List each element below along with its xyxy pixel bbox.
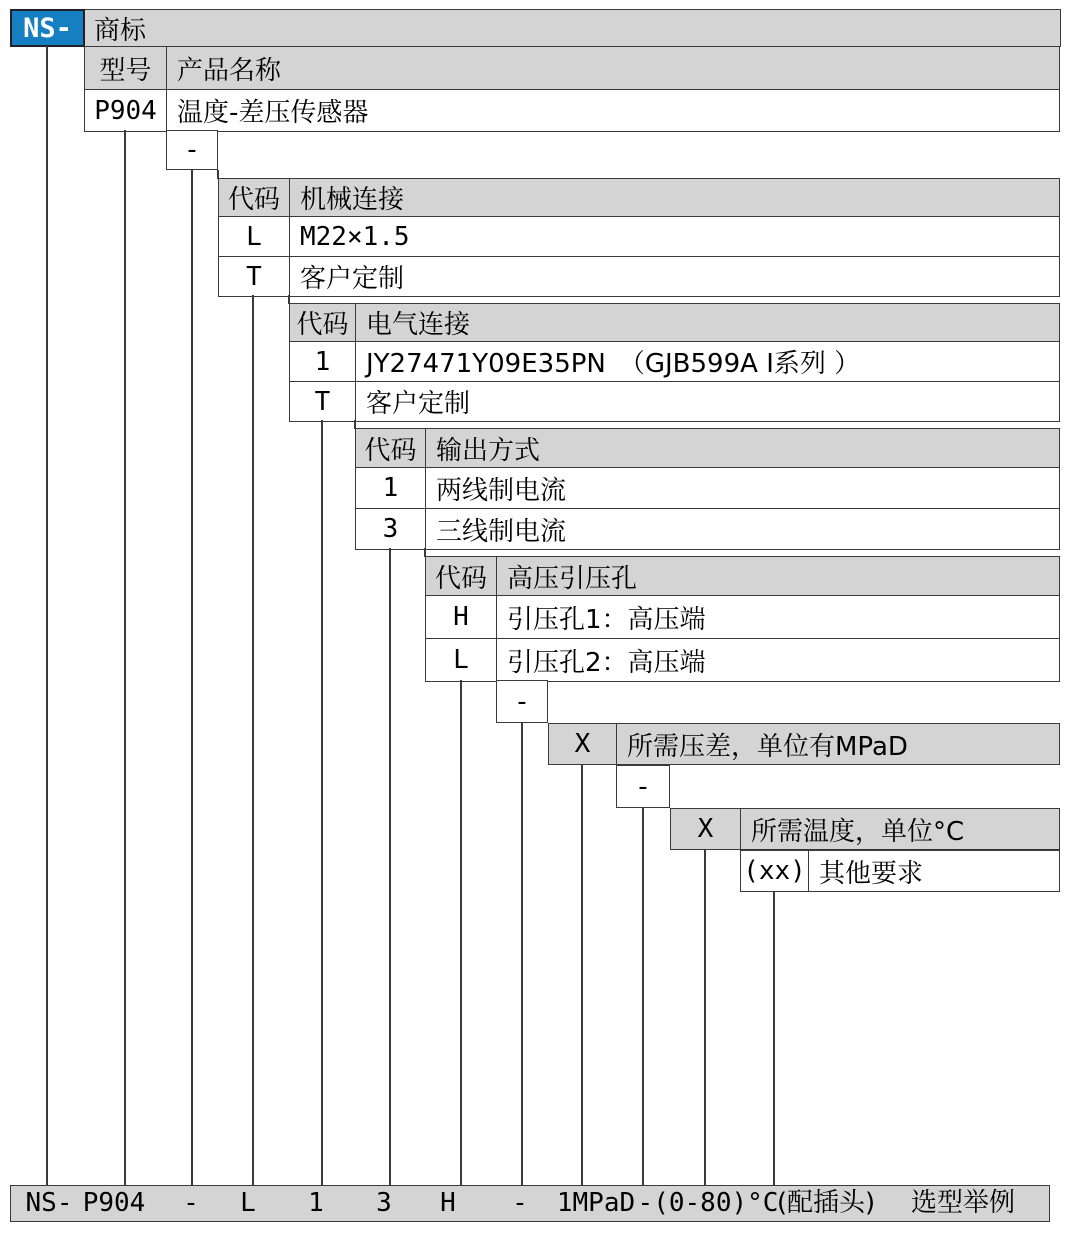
connector-line-mechanical	[252, 295, 254, 1185]
option-desc: 客户定制	[300, 264, 405, 294]
example-item-prefix: NS-	[25, 1188, 73, 1218]
step-segment-3	[354, 420, 356, 429]
product-name-header: 产品名称	[177, 55, 282, 86]
option-code: 1	[290, 342, 356, 381]
spec-desc: 所需压差，单位有MPaD	[627, 731, 908, 762]
separator-dash-3: -	[616, 765, 670, 808]
code-column-header: 代码	[356, 429, 426, 467]
separator-dash-1: -	[166, 130, 218, 170]
example-item-dash1: -	[183, 1188, 199, 1218]
table-mechanical-connection	[218, 178, 1060, 297]
option-desc: 引压孔1：高压端	[507, 604, 706, 635]
option-code: L	[426, 639, 497, 681]
option-desc: JY27471Y09E35PN （GJB599A Ⅰ系列 ）	[366, 349, 861, 379]
spec-row-temperature	[670, 808, 1060, 850]
connector-line-other	[773, 892, 775, 1185]
table-row	[290, 341, 1059, 381]
table-title: 电气连接	[366, 310, 471, 340]
example-item-mechanical: L	[240, 1188, 256, 1218]
table-header	[290, 304, 1059, 341]
table-row	[426, 595, 1059, 638]
step-segment-1	[217, 170, 219, 179]
connector-line-dash3	[642, 808, 644, 1185]
table-title: 机械连接	[300, 185, 405, 215]
example-item-port: H	[440, 1188, 456, 1218]
separator-dash-2: -	[496, 680, 548, 723]
code-column-header: 代码	[426, 557, 497, 595]
option-code: T	[290, 382, 356, 421]
option-desc: M22×1.5	[300, 221, 410, 252]
table-row	[219, 216, 1059, 256]
table-title: 输出方式	[436, 435, 541, 466]
option-code: L	[219, 217, 290, 256]
option-desc: 两线制电流	[436, 475, 567, 506]
product-name-value: 温度-差压传感器	[177, 98, 369, 128]
table-row	[426, 638, 1059, 681]
table-header	[426, 557, 1059, 595]
option-desc: 三线制电流	[436, 516, 567, 547]
model-code-value: P904	[85, 90, 167, 131]
example-caption: 选型举例	[910, 1188, 1016, 1218]
table-row	[219, 256, 1059, 296]
connector-line-dash2	[521, 723, 523, 1185]
spec-row-other-requirements	[740, 850, 1060, 892]
option-code: T	[219, 257, 290, 296]
table-hp-pressure-port	[425, 556, 1060, 682]
option-code: 1	[356, 468, 426, 508]
spec-row-differential-pressure	[548, 723, 1060, 765]
spec-code: X	[549, 724, 617, 764]
connector-line-output	[389, 548, 391, 1185]
table-row	[356, 508, 1059, 549]
model-table-header	[85, 47, 1059, 89]
connector-line-temperature	[704, 850, 706, 1185]
example-item-model: P904	[82, 1188, 146, 1218]
brand-prefix-cell: NS-	[10, 9, 85, 47]
table-title: 高压引压孔	[507, 563, 638, 594]
spec-code: X	[671, 809, 741, 849]
table-row	[356, 467, 1059, 508]
table-header	[356, 429, 1059, 467]
example-item-pressure: 1MPaD	[556, 1188, 636, 1218]
table-electrical-connection	[289, 303, 1060, 422]
table-row	[290, 381, 1059, 421]
step-segment-2	[288, 295, 290, 304]
option-code: H	[426, 596, 497, 638]
spec-desc: 其他要求	[819, 858, 924, 889]
option-desc: 引压孔2：高压端	[507, 647, 706, 678]
example-bar	[10, 1185, 1050, 1222]
spec-desc: 所需温度，单位°C	[751, 816, 965, 847]
example-item-plug: (配插头)	[776, 1188, 876, 1218]
option-desc: 客户定制	[366, 389, 471, 419]
example-item-dash2: -	[512, 1188, 528, 1218]
model-table	[84, 46, 1060, 132]
table-output-mode	[355, 428, 1060, 550]
code-column-header: 代码	[219, 179, 290, 216]
connector-line-electrical	[321, 420, 323, 1185]
trademark-row	[10, 9, 1061, 47]
connector-line-prefix	[46, 46, 48, 1185]
step-segment-4	[424, 548, 426, 557]
connector-line-pressure	[581, 765, 583, 1185]
code-column-header: 代码	[290, 304, 356, 341]
table-header	[219, 179, 1059, 216]
model-code-header: 型号	[85, 47, 167, 89]
connector-line-dash1	[191, 170, 193, 1185]
example-item-temperature: -(0-80)°C	[637, 1188, 779, 1218]
spec-code: (xx)	[741, 851, 809, 891]
trademark-label: 商标	[85, 9, 1061, 47]
example-item-output: 3	[376, 1188, 392, 1218]
connector-line-model	[124, 130, 126, 1185]
example-item-electrical: 1	[308, 1188, 324, 1218]
option-code: 3	[356, 509, 426, 549]
connector-line-port	[460, 680, 462, 1185]
model-table-row	[85, 89, 1059, 131]
